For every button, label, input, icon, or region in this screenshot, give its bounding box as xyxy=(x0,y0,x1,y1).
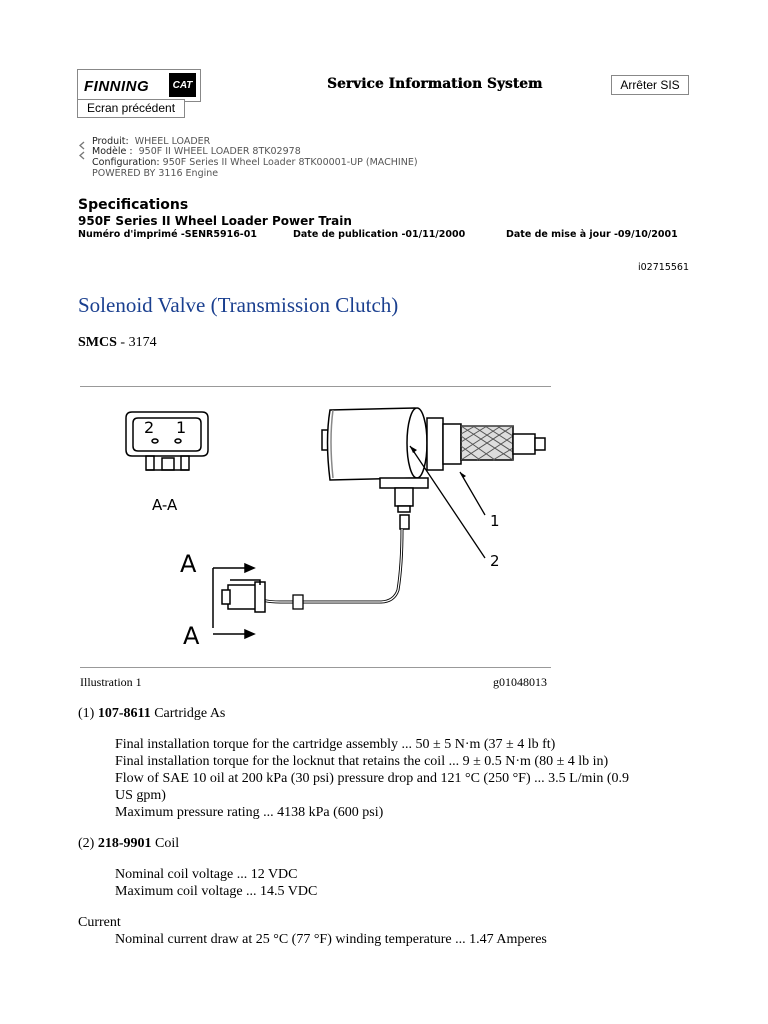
section-a-bottom-label: A xyxy=(183,622,200,650)
document-id: i02715561 xyxy=(638,262,689,273)
callout-1-label: 1 xyxy=(490,512,500,530)
spec-line: Maximum coil voltage ... 14.5 VDC xyxy=(115,884,318,899)
spec-line: Nominal coil voltage ... 12 VDC xyxy=(115,867,298,882)
specifications-subtitle: 950F Series II Wheel Loader Power Train xyxy=(78,214,352,228)
spec-line: Final installation torque for the locknut that retains the coil ... 9 ± 0.5 N·m (80 ± 4 lb in) xyxy=(115,754,609,769)
document-title: Solenoid Valve (Transmission Clutch) xyxy=(78,293,399,317)
expand-arrow-icon[interactable] xyxy=(78,147,87,165)
print-number: Numéro d'imprimé -SENR5916-01 xyxy=(78,229,257,240)
logo-finning-text: FINNING xyxy=(84,78,150,95)
configuration-row: Configuration: 950F Series II Wheel Loader 8TK00001-UP (MACHINE) xyxy=(92,157,418,168)
connector-end-view xyxy=(126,412,208,470)
spec-line: Nominal current draw at 25 °C (77 °F) winding temperature ... 1.47 Amperes xyxy=(115,932,547,947)
smcs-code: SMCS - 3174 xyxy=(78,335,157,350)
current-heading: Current xyxy=(78,915,121,930)
finning-cat-logo xyxy=(77,69,201,102)
stop-sis-button[interactable]: Arrêter SIS xyxy=(611,75,689,95)
model-row: Modèle : 950F II WHEEL LOADER 8TK02978 xyxy=(92,146,301,157)
update-date: Date de mise à jour -09/10/2001 xyxy=(506,229,678,240)
plug-connector xyxy=(222,580,265,612)
publication-date: Date de publication -01/11/2000 xyxy=(293,229,466,240)
item-1-heading: (1) 107-8611 Cartridge As xyxy=(78,706,226,721)
logo-cat-badge: CAT xyxy=(169,73,196,97)
illustration-caption: Illustration 1 xyxy=(80,675,142,689)
engine-row: POWERED BY 3116 Engine xyxy=(92,168,219,179)
solenoid-valve-illustration xyxy=(80,390,552,660)
system-title: Service Information System xyxy=(327,76,543,92)
spec-line: Flow of SAE 10 oil at 200 kPa (30 psi) pressure drop and 121 °C (250 °F) ... 3.5 L/min (0.9 xyxy=(115,771,629,786)
section-a-top-label: A xyxy=(180,550,197,578)
spec-line: US gpm) xyxy=(115,788,166,803)
pin-1-label: 1 xyxy=(176,418,187,437)
callout-2-label: 2 xyxy=(490,552,500,570)
spec-line: Final installation torque for the cartridge assembly ... 50 ± 5 N·m (37 ± 4 lb ft) xyxy=(115,737,556,752)
specifications-heading: Specifications xyxy=(78,197,189,213)
section-aa-label: A-A xyxy=(152,496,178,514)
pin-2-label: 2 xyxy=(144,418,155,437)
illustration-top-rule xyxy=(80,386,551,387)
solenoid-coil xyxy=(322,408,545,529)
spec-line: Maximum pressure rating ... 4138 kPa (600 psi) xyxy=(115,805,384,820)
previous-screen-button[interactable]: Ecran précédent xyxy=(77,99,185,118)
product-row: Produit: WHEEL LOADER xyxy=(92,136,211,147)
graphic-id: g01048013 xyxy=(493,675,547,689)
item-2-heading: (2) 218-9901 Coil xyxy=(78,836,180,851)
illustration-bottom-rule xyxy=(80,667,551,668)
